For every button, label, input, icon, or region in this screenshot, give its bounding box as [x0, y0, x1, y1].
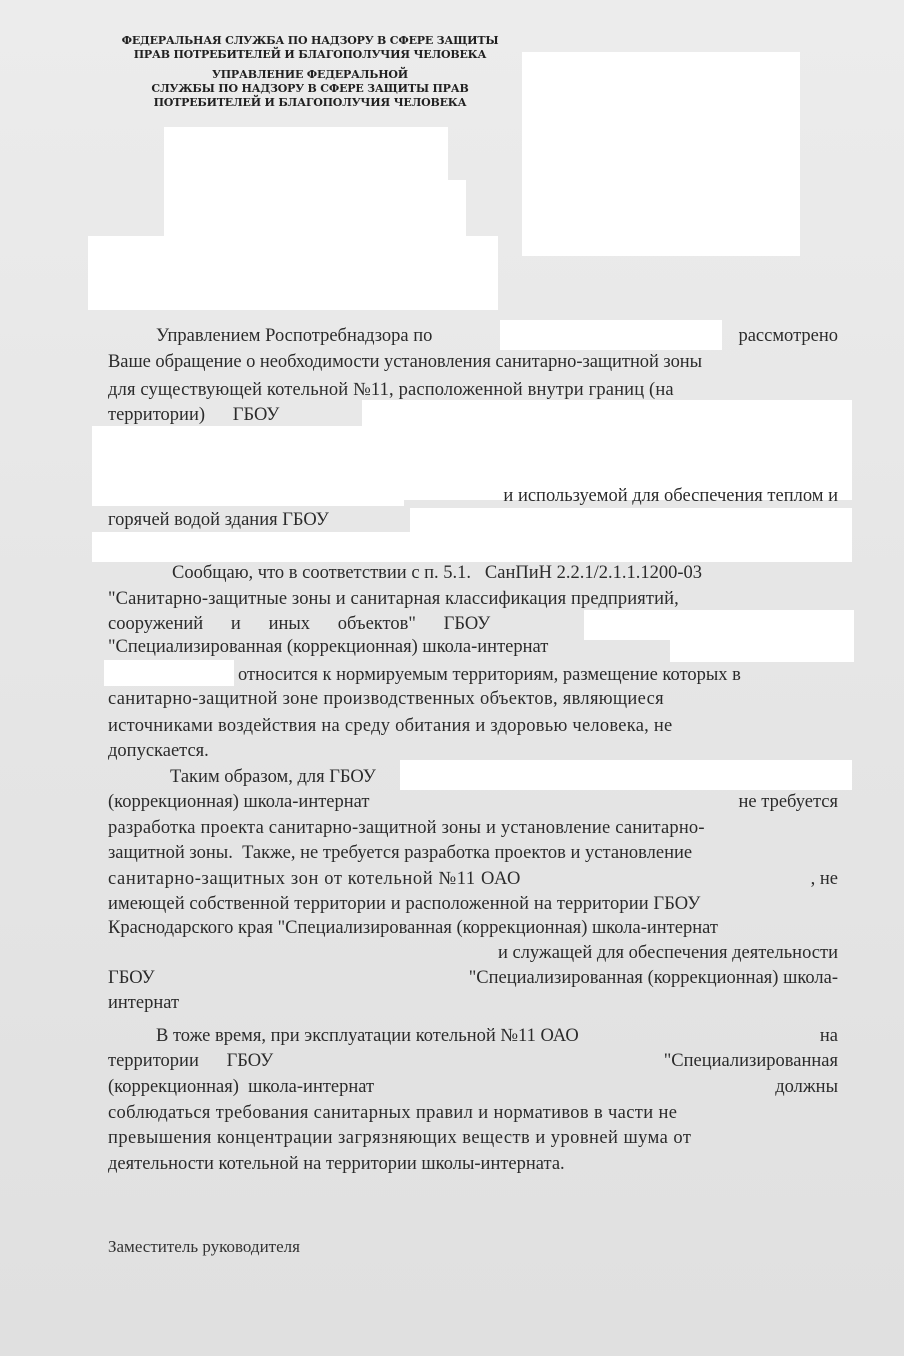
text-fragment: на — [819, 1026, 838, 1046]
text-fragment: Сообщаю, что в соответствии с п. 5.1. СанПиН 2.2.1/2.1.1.1200-03 — [172, 563, 703, 583]
signature-title: Заместитель руководителя — [108, 1237, 300, 1256]
text-line — [108, 1023, 838, 1049]
text-fragment: (коррекционная) школа-интернат — [108, 1077, 375, 1097]
text-line — [108, 323, 838, 349]
text-line: "Санитарно-защитные зоны и санитарная классификация предприятий, — [108, 589, 679, 609]
text-fragment: не требуется — [738, 792, 838, 812]
text-fragment: "Специализированная — [663, 1051, 838, 1071]
redacted-block — [88, 236, 498, 310]
redacted-block — [92, 532, 852, 562]
text-line: для существующей котельной №11, расположенной внутри границ (на — [108, 380, 674, 400]
text-fragment: Таким образом, для ГБОУ — [170, 767, 376, 787]
department-name-line: СЛУЖБЫ ПО НАДЗОРУ В СФЕРЕ ЗАЩИТЫ ПРАВ — [151, 82, 469, 95]
text-line: деятельности котельной на территории школы-интерната. — [108, 1154, 565, 1174]
text-line: Ваше обращение о необходимости установления санитарно-защитной зоны — [108, 352, 702, 372]
text-fragment: должны — [775, 1077, 838, 1097]
text-line: превышения концентрации загрязняющих веществ и уровней шума от — [108, 1128, 692, 1148]
text-line: сооружений и иных объектов" ГБОУ — [108, 614, 491, 634]
text-fragment: и используемой для обеспечения теплом и — [503, 486, 838, 506]
redacted-block — [92, 480, 404, 506]
text-fragment: , не — [810, 869, 838, 889]
text-fragment: санитарно-защитных зон от котельной №11 ОАО — [108, 869, 521, 889]
redacted-block — [164, 127, 448, 187]
department-name-line: УПРАВЛЕНИЕ ФЕДЕРАЛЬНОЙ — [212, 68, 408, 81]
text-line — [108, 965, 838, 991]
text-line: горячей водой здания ГБОУ — [108, 510, 329, 530]
text-line — [108, 789, 838, 815]
text-line: интернат — [108, 993, 180, 1013]
text-fragment: Управлением Роспотребнадзора по — [156, 326, 433, 346]
text-line: территории) ГБОУ — [108, 405, 280, 425]
text-fragment: рассмотрено — [738, 326, 838, 346]
redacted-block — [670, 636, 854, 662]
redacted-block — [400, 760, 852, 790]
text-line — [108, 1048, 838, 1074]
text-line: разработка проекта санитарно-защитной зоны и установление санитарно- — [108, 818, 705, 838]
text-fragment: территории ГБОУ — [108, 1051, 274, 1071]
text-line: источниками воздействия на среду обитания и здоровью человека, не — [108, 716, 673, 736]
text-line — [108, 1074, 838, 1100]
text-line — [108, 940, 838, 966]
redacted-block — [500, 320, 722, 350]
text-fragment: "Специализированная (коррекционная) школа- — [468, 968, 838, 988]
letterhead — [110, 34, 510, 110]
text-fragment: относится к нормируемым территориям, размещение которых в — [238, 665, 741, 685]
text-line — [108, 662, 838, 688]
redacted-block — [522, 52, 800, 256]
agency-name-line: ФЕДЕРАЛЬНАЯ СЛУЖБА ПО НАДЗОРУ В СФЕРЕ ЗАЩИТЫ — [121, 34, 499, 47]
text-line: имеющей собственной территории и расположенной на территории ГБОУ — [108, 894, 701, 914]
text-line: санитарно-защитной зоне производственных объектов, являющиеся — [108, 689, 664, 709]
text-line — [108, 866, 838, 892]
text-line: "Специализированная (коррекционная) школа-интернат — [108, 637, 549, 657]
text-line: допускается. — [108, 741, 209, 761]
text-fragment: (коррекционная) школа-интернат — [108, 792, 370, 812]
text-line: Краснодарского края "Специализированная (коррекционная) школа-интернат — [108, 918, 718, 938]
department-name-line: ПОТРЕБИТЕЛЕЙ И БЛАГОПОЛУЧИЯ ЧЕЛОВЕКА — [153, 96, 467, 109]
text-fragment: и служащей для обеспечения деятельности — [497, 943, 838, 963]
redacted-block — [164, 180, 466, 240]
agency-name-line: ПРАВ ПОТРЕБИТЕЛЕЙ И БЛАГОПОЛУЧИЯ ЧЕЛОВЕКА — [133, 48, 487, 61]
text-line: соблюдаться требования санитарных правил и нормативов в части не — [108, 1103, 678, 1123]
text-line: защитной зоны. Также, не требуется разработка проектов и установление — [108, 843, 693, 863]
text-line — [108, 560, 838, 586]
text-fragment: В тоже время, при эксплуатации котельной №11 ОАО — [156, 1026, 579, 1046]
text-fragment: ГБОУ — [108, 968, 155, 988]
